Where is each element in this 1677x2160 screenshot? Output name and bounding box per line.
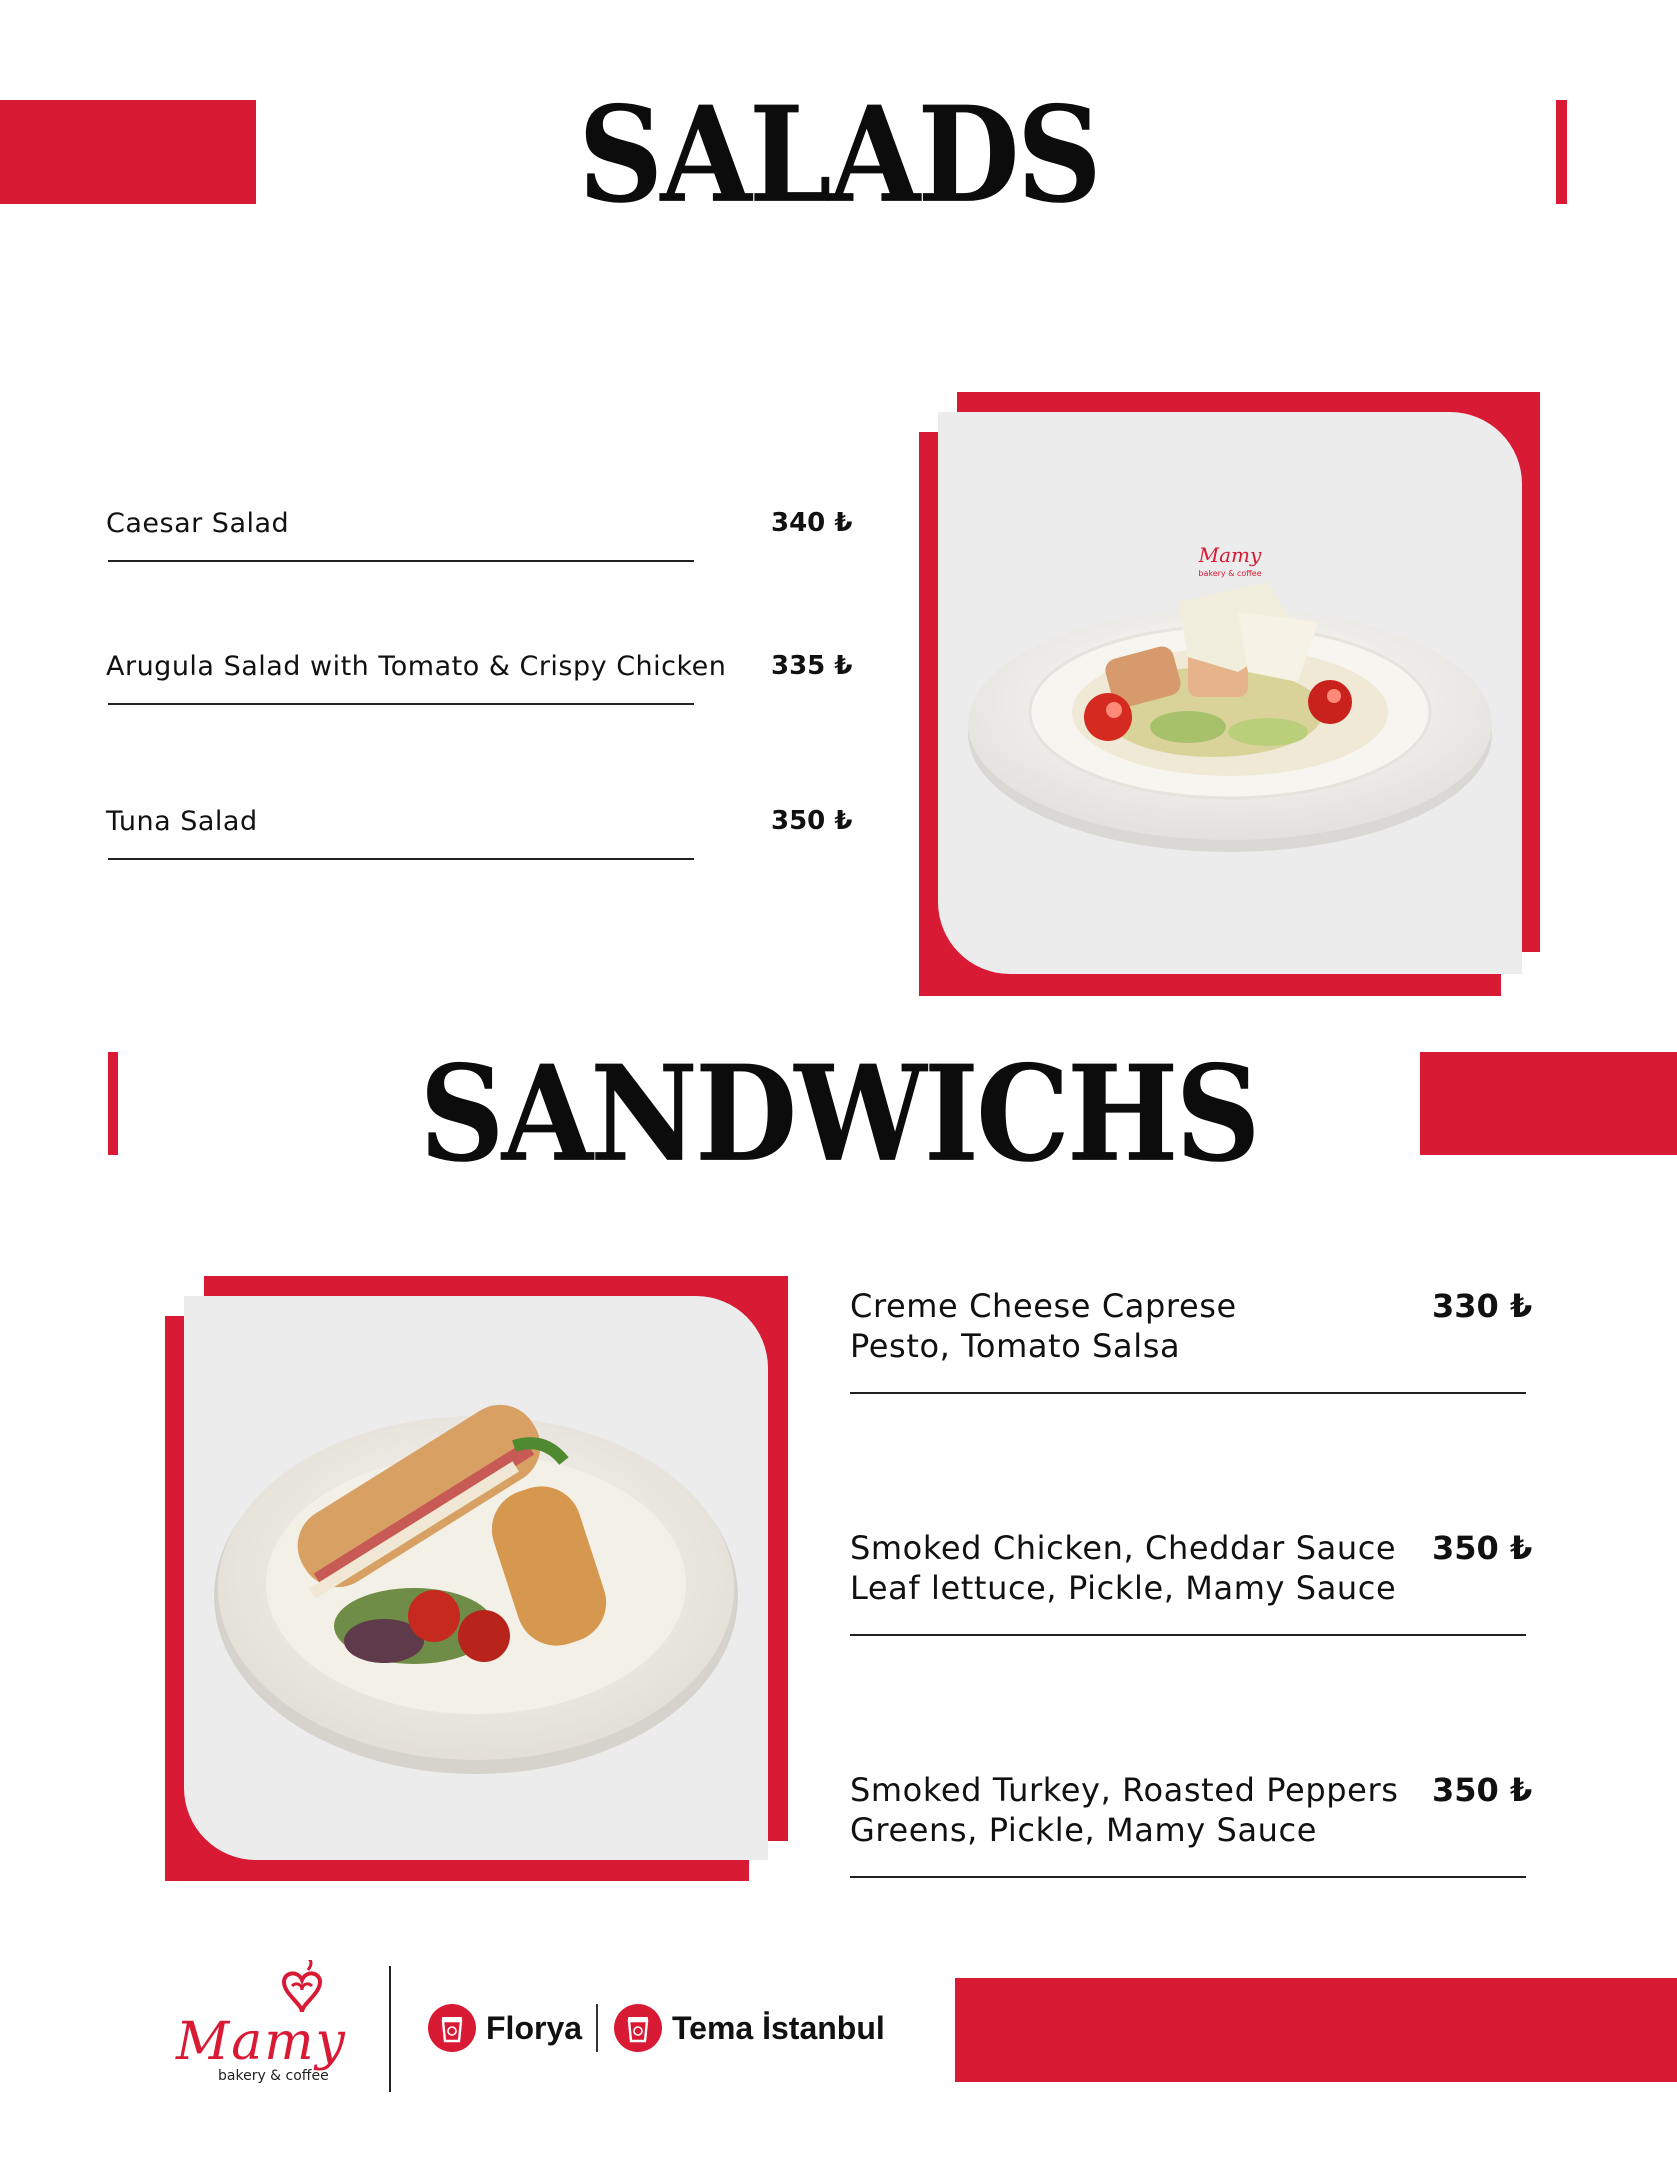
item-price: 335 ₺ <box>771 651 853 681</box>
divider <box>850 1634 1526 1636</box>
location-separator <box>596 2004 598 2052</box>
divider <box>108 560 694 562</box>
menu-item-salad <box>106 806 853 866</box>
item-name <box>850 1528 1396 1608</box>
divider <box>108 858 694 860</box>
divider <box>108 703 694 705</box>
divider <box>850 1876 1526 1878</box>
item-description: Greens, Pickle, Mamy Sauce <box>850 1811 1318 1849</box>
brand-tagline: bakery & coffee <box>218 2068 329 2084</box>
item-price: 350 ₺ <box>771 806 853 836</box>
item-name: Arugula Salad with Tomato & Crispy Chicken <box>106 651 727 682</box>
location-tema-istanbul <box>614 2004 885 2052</box>
svg-text:Mamy: Mamy <box>1198 543 1262 567</box>
sandwich-photo <box>184 1296 768 1860</box>
item-price: 350 ₺ <box>1432 1771 1533 1809</box>
location-florya <box>428 2004 582 2052</box>
item-title: Smoked Turkey, Roasted Peppers <box>850 1771 1399 1809</box>
item-name: Tuna Salad <box>106 806 258 837</box>
coffee-cup-icon <box>614 2004 662 2052</box>
section-title-salads: SALADS <box>578 76 1099 233</box>
menu-item-sandwich <box>850 1528 1533 1648</box>
sandwich-plate-image <box>184 1296 768 1860</box>
location-name: Tema İstanbul <box>672 2009 885 2046</box>
menu-item-salad <box>106 508 853 568</box>
item-description: Pesto, Tomato Salsa <box>850 1327 1181 1365</box>
menu-item-sandwich <box>850 1770 1533 1890</box>
item-price: 340 ₺ <box>771 508 853 538</box>
section-title-sandwichs: SANDWICHS <box>419 1035 1258 1192</box>
item-name <box>850 1770 1398 1850</box>
menu-item-salad <box>106 651 853 711</box>
item-title: Smoked Chicken, Cheddar Sauce <box>850 1529 1397 1567</box>
menu-item-sandwich <box>850 1286 1533 1406</box>
item-price: 330 ₺ <box>1432 1287 1533 1325</box>
footer-decor-bar <box>955 1978 1677 2082</box>
brand-name: Mamy <box>176 2012 347 2072</box>
item-name <box>850 1286 1237 1366</box>
item-title: Creme Cheese Caprese <box>850 1287 1237 1325</box>
svg-text:bakery & coffee: bakery & coffee <box>1198 569 1262 578</box>
item-price: 350 ₺ <box>1432 1529 1533 1567</box>
item-name: Caesar Salad <box>106 508 290 539</box>
item-description: Leaf lettuce, Pickle, Mamy Sauce <box>850 1569 1397 1607</box>
divider <box>850 1392 1526 1394</box>
caesar-salad-plate-image <box>938 412 1522 974</box>
salad-photo <box>938 412 1522 974</box>
brand-logo <box>170 1960 370 2090</box>
location-name: Florya <box>486 2009 583 2046</box>
footer-divider <box>389 1966 391 2092</box>
coffee-cup-icon <box>428 2004 476 2052</box>
